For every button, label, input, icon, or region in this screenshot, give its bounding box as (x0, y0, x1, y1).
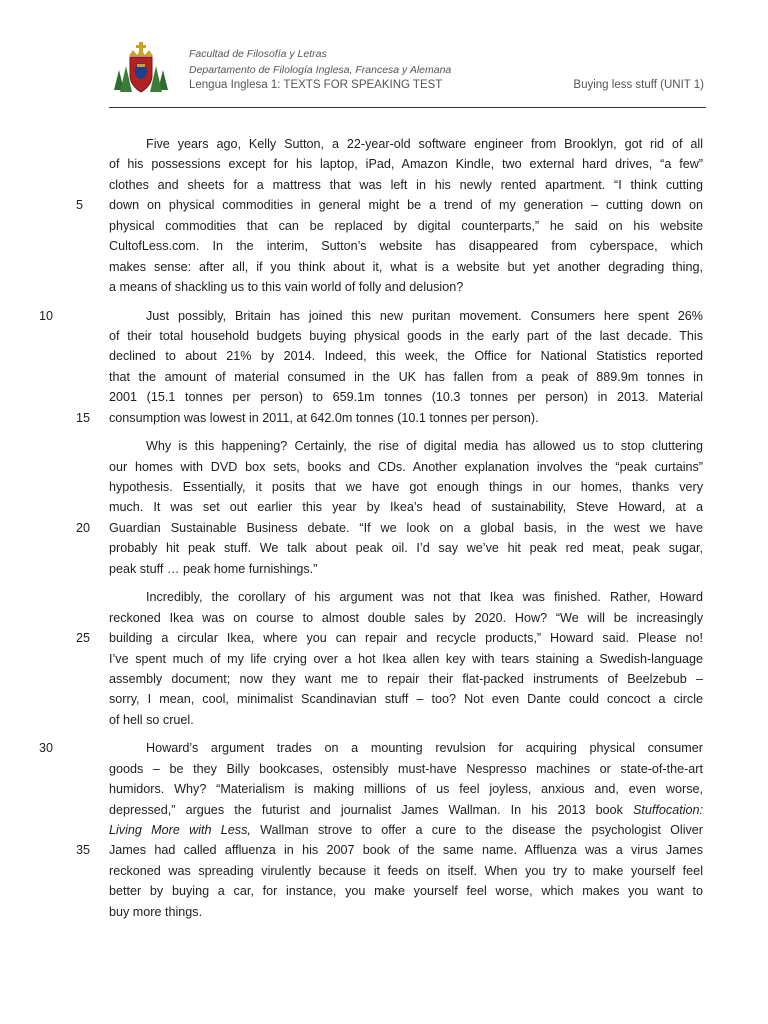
department-name: Departamento de Filología Inglesa, Francesa y Alemana (189, 64, 452, 76)
book-subtitle: Living More with Less, (109, 823, 251, 837)
text-line: assembly document; now they want me to repair their flat-packed instruments of Beelzebub – (109, 671, 703, 686)
text-line: peak stuff … peak home furnishings.” (109, 561, 318, 576)
text-line: goods – be they Billy bookcases, ostensibly must-have Nespresso machines or state-of-the-art (109, 761, 703, 776)
text-line: declined to about 21% by 2014. Indeed, this week, the Office for National Statistics reported (109, 349, 703, 364)
paragraph-4 (76, 587, 703, 730)
text-line: 2001 (15.1 tonnes per person) to 659.1m tonnes (10.3 tonnes per person) in 2013. Material (109, 390, 703, 405)
text-line: that the amount of material consumed in the UK has fallen from a peak of 889.9m tonnes in (109, 369, 703, 384)
text-line (109, 820, 703, 840)
text-line: of their total household budgets buying physical goods in the early part of the last decade. This (109, 328, 703, 343)
text-line-numbered: 35 James had called affluenza in his 2007 book of the same name. Affluenza was a virus James (109, 840, 703, 860)
line-number: 15 (76, 410, 91, 425)
text-line: depressed,” argues the futurist and journalist James Wallman. In his 2013 book Stuffocation: (109, 802, 704, 817)
paragraph-1 (76, 134, 703, 298)
text-line: probably hit peak stuff. We talk about peak oil. I’d say we’ve hit peak red meat, peak sugar, (109, 541, 703, 556)
header-divider (109, 107, 706, 108)
text-line-numbered: 30 Howard’s argument trades on a mounting revulsion for acquiring physical consumer (109, 738, 703, 758)
text-line: clothes and sheets for a mattress that was left in his newly rented apartment. “I think cutting (109, 177, 703, 192)
text-line: of his possessions except for his laptop, iPad, Amazon Kindle, two external hard drives, “a few” (109, 157, 703, 172)
university-coat-of-arms-logo (110, 40, 172, 96)
text-line: CultofLess.com. In the interim, Sutton’s website has disappeared from cyberspace, which (109, 239, 703, 254)
text-line: hypothesis. Essentially, it posits that we have got enough things in our homes, thanks very (109, 480, 703, 494)
text-line-numbered: 20 Guardian Sustainable Business debate. “If we look on a global basis, in the west we have (109, 518, 703, 538)
text-line-numbered: 5 down on physical commodities in general might be a trend of my generation – cutting down on (109, 195, 703, 215)
text-line: humidors. Why? “Materialism is making millions of us feel joyless, anxious and, even worse, (109, 782, 703, 797)
text-line: better by buying a car, for instance, you make yourself feel worse, which makes you want to (109, 884, 703, 899)
text-line: reckoned was spreading virulently because it feeds on itself. When you try to make yourself feel (109, 863, 703, 878)
line-number: 25 (76, 631, 91, 646)
text-line: Why is this happening? Certainly, the rise of digital media has allowed us to stop cluttering (146, 439, 703, 454)
line-number: 10 (39, 308, 54, 323)
line-number: 20 (76, 520, 91, 535)
text-line: much. It was set out earlier this year by Ikea’s head of sustainability, Steve Howard, at a (109, 500, 703, 515)
unit-title: Buying less stuff (UNIT 1) (573, 79, 704, 91)
text-line: Incredibly, the corollary of his argument was not that Ikea was finished. Rather, Howard (146, 590, 703, 605)
line-number: 35 (76, 843, 91, 858)
line-number: 30 (39, 741, 54, 756)
text-line: makes sense: after all, if you think about it, what is a website but yet another degrading thing, (109, 259, 703, 274)
paragraph-3 (76, 436, 703, 579)
text-line: Five years ago, Kelly Sutton, a 22-year-old software engineer from Brooklyn, got rid of all (146, 137, 703, 151)
text-span: Wallman strove to offer a cure to the disease the psychologist Oliver (250, 823, 703, 837)
text-line: buy more things. (109, 904, 203, 919)
paragraph-2 (39, 306, 703, 429)
text-line: our homes with DVD box sets, books and CDs. Another explanation involves the “peak curtains” (109, 459, 703, 474)
text-line: sorry, I mean, cool, minimalist Scandinavian stuff – too? Not even Dante could concoct a circle (109, 692, 703, 707)
text-line-numbered: 25 building a circular Ikea, where you can repair and recycle products,” Howard said. Please no! (109, 628, 703, 648)
book-title: Stuffocation: (633, 802, 704, 817)
paragraph-5 (39, 738, 704, 922)
text-line-numbered: 10 Just possibly, Britain has joined this new puritan movement. Consumers here spent 26% (109, 306, 703, 326)
text-line: physical commodities that can be replaced by digital counterparts,” he said on his website (109, 218, 703, 233)
line-number: 5 (76, 198, 84, 213)
text-line: reckoned Ikea was on course to almost double sales by 2020. How? “We will be increasingly (109, 610, 703, 625)
text-line: a means of shackling us to this vain world of folly and delusion? (109, 280, 464, 295)
text-line: I’ve spent much of my life crying over a hot Ikea allen key with tears staining a Swedish-language (109, 651, 703, 666)
faculty-name: Facultad de Filosofía y Letras (189, 48, 327, 60)
text-line-numbered: 15 consumption was lowest in 2011, at 642.0m tonnes (10.1 tonnes per person). (109, 408, 703, 428)
course-title: Lengua Inglesa 1: TEXTS FOR SPEAKING TEST (189, 79, 443, 91)
text-line: of hell so cruel. (109, 712, 194, 727)
article-body (39, 134, 704, 930)
